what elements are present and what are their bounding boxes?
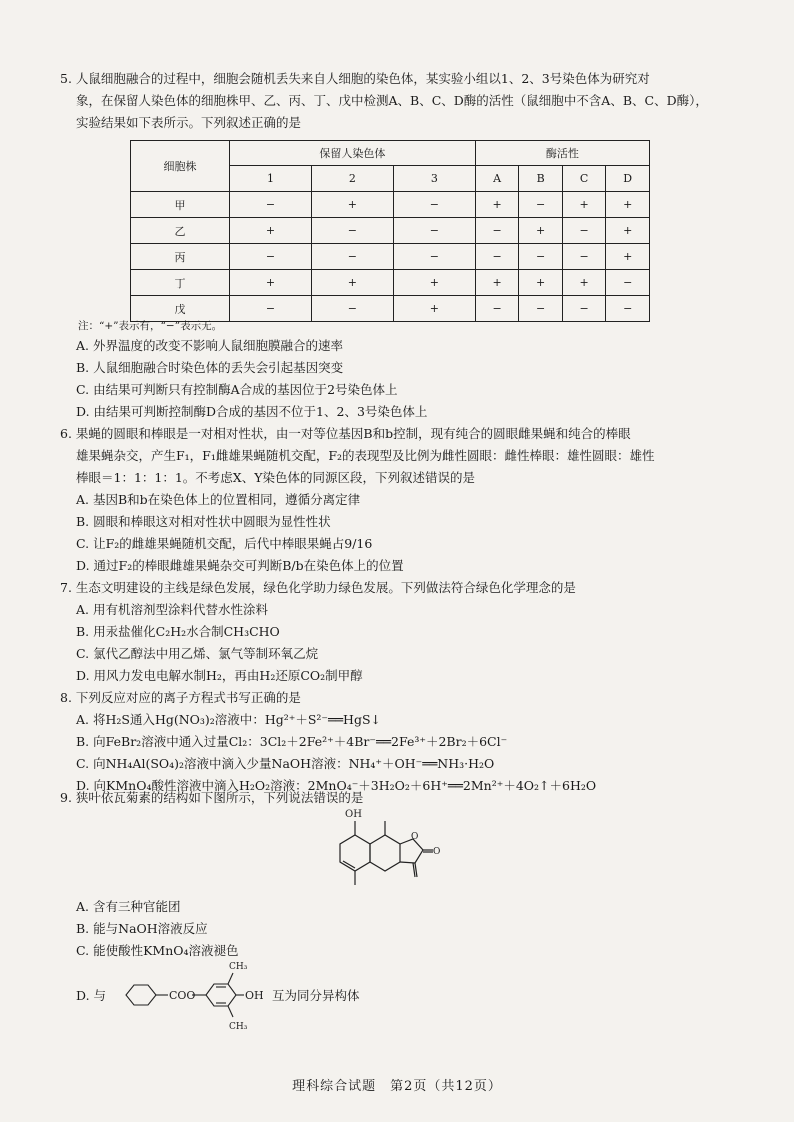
table-cell: + <box>393 270 475 296</box>
q9-molecule-structure <box>325 805 455 895</box>
table-cell: − <box>475 244 519 270</box>
table-cell: + <box>475 192 519 218</box>
q5-option-d: D. 由结果可判断控制酶D合成的基因不位于1、2、3号染色体上 <box>76 404 428 419</box>
table-cell: + <box>606 244 650 270</box>
table-row <box>131 270 650 296</box>
q5-option-c: C. 由结果可判断只有控制酶A合成的基因位于2号染色体上 <box>76 382 398 397</box>
table-cell: + <box>606 218 650 244</box>
table-cell: + <box>393 296 475 322</box>
q9-ring-o-label: O <box>411 832 419 842</box>
table-cell: − <box>393 244 475 270</box>
q8-option-d: D. 向KMnO₄酸性溶液中滴入H₂O₂溶液：2MnO₄⁻＋3H₂O₂＋6H⁺══2Mn²⁺＋4O₂↑＋6H₂O <box>76 778 597 793</box>
q5-options <box>60 335 740 423</box>
table-cell: + <box>519 218 563 244</box>
table-col-header: 3 <box>393 166 475 192</box>
table-col-header: C <box>562 166 606 192</box>
q9-option-d-prefix-text: D. 与 <box>76 988 107 1003</box>
table-cell: + <box>311 192 393 218</box>
table-cell: + <box>230 270 312 296</box>
question-7 <box>60 577 740 687</box>
q7-option-a: A. 用有机溶剂型涂料代替水性涂料 <box>76 602 268 617</box>
q7-option-b: B. 用汞盐催化C₂H₂水合制CH₃CHO <box>76 624 280 639</box>
table-row-label: 丁 <box>131 270 230 296</box>
table-cell: + <box>475 270 519 296</box>
table-cell: − <box>393 192 475 218</box>
table-cell: + <box>230 218 312 244</box>
table-col-header: 1 <box>230 166 312 192</box>
table-cell: + <box>562 192 606 218</box>
q7-option-c: C. 氯代乙醇法中用乙烯、氯气等制环氧乙烷 <box>76 646 319 661</box>
table-cell: + <box>311 270 393 296</box>
q6-stem-line1: 6. 果蝇的圆眼和棒眼是一对相对性状，由一对等位基因B和b控制，现有纯合的圆眼雌果蝇和纯合的棒眼 <box>60 426 631 441</box>
table-cell: − <box>519 296 563 322</box>
table-col-header: B <box>519 166 563 192</box>
q9-stem: 9. 狭叶依瓦菊素的结构如下图所示，下列说法错误的是 <box>60 790 364 805</box>
table-cell: − <box>519 192 563 218</box>
q6-option-c: C. 让F₂的雌雄果蝇随机交配，后代中棒眼果蝇占9/16 <box>76 536 373 551</box>
table-col-header: 2 <box>311 166 393 192</box>
table-cell: + <box>606 192 650 218</box>
q9-option-b: B. 能与NaOH溶液反应 <box>76 921 208 936</box>
table-row-header: 细胞株 <box>131 141 230 192</box>
q6-option-b: B. 圆眼和棒眼这对相对性状中圆眼为显性性状 <box>76 514 331 529</box>
table-cell: − <box>311 296 393 322</box>
q5-table-note: 注：“+”表示有，“−”表示无。 <box>78 320 223 332</box>
table-cell: − <box>230 192 312 218</box>
table-cell: − <box>311 218 393 244</box>
q5-stem-line3: 实验结果如下表所示。下列叙述正确的是 <box>76 115 302 130</box>
q5-stem-line2: 象，在保留人染色体的细胞株甲、乙、丙、丁、戊中检测A、B、C、D酶的活性（鼠细胞中不含A、B、C、D酶）， <box>76 93 708 108</box>
table-cell: − <box>475 218 519 244</box>
q5-option-a: A. 外界温度的改变不影响人鼠细胞膜融合的速率 <box>76 338 343 353</box>
q7-stem: 7. 生态文明建设的主线是绿色发展，绿色化学助力绿色发展。下列做法符合绿色化学理念的是 <box>60 580 576 595</box>
q9-option-d-suffix <box>272 985 472 1007</box>
q7-option-d: D. 用风力发电电解水制H₂，再由H₂还原CO₂制甲醇 <box>76 668 363 683</box>
q6-option-d: D. 通过F₂的棒眼雌雄果蝇杂交可判断B/b在染色体上的位置 <box>76 558 404 573</box>
table-row <box>131 244 650 270</box>
q8-option-b: B. 向FeBr₂溶液中通入过量Cl₂：3Cl₂＋2Fe²⁺＋4Br⁻══2Fe³⁺＋2Br₂＋6Cl⁻ <box>76 734 508 749</box>
table-cell: − <box>606 270 650 296</box>
q8-option-c: C. 向NH₄Al(SO₄)₂溶液中滴入少量NaOH溶液：NH₄⁺＋OH⁻══NH₃·H₂O <box>76 756 495 771</box>
table-cell: + <box>562 270 606 296</box>
question-5 <box>60 68 740 134</box>
table-col-header: A <box>475 166 519 192</box>
q6-stem-line2: 雄果蝇杂交，产生F₁，F₁雌雄果蝇随机交配，F₂的表现型及比例为雌性圆眼：雌性棒眼：雄性圆眼：雄性 <box>76 448 655 463</box>
q9-option-a: A. 含有三种官能团 <box>76 899 181 914</box>
table-row <box>131 192 650 218</box>
question-6 <box>60 423 740 577</box>
q9-carbonyl-o-label: O <box>433 847 441 857</box>
q5-results-table <box>130 140 650 322</box>
page-footer: 理科综合试题 第2页（共12页） <box>292 1079 502 1094</box>
q9-option-c: C. 能使酸性KMnO₄溶液褪色 <box>76 943 239 958</box>
table-group-chromosomes: 保留人染色体 <box>230 141 476 166</box>
q8-option-a: A. 将H₂S通入Hg(NO₃)₂溶液中：Hg²⁺＋S²⁻══HgS↓ <box>76 712 381 727</box>
q8-stem: 8. 下列反应对应的离子方程式书写正确的是 <box>60 690 301 705</box>
q9-option-d-suffix-text: 互为同分异构体 <box>272 988 360 1003</box>
q9-d-oh-label: OH <box>245 989 264 1002</box>
q9-d-ch3-top-label: CH₃ <box>229 962 248 972</box>
question-8 <box>60 687 740 797</box>
table-row <box>131 218 650 244</box>
table-row-label: 乙 <box>131 218 230 244</box>
q5-stem-line1: 5. 人鼠细胞融合的过程中，细胞会随机丢失来自人细胞的染色体，某实验小组以1、2、3号染色体为研究对 <box>60 71 650 86</box>
table-cell: + <box>519 270 563 296</box>
table-cell: − <box>519 244 563 270</box>
table-col-header: D <box>606 166 650 192</box>
q9-d-coo-label: COO <box>169 989 196 1002</box>
q6-stem-line3: 棒眼＝1：1：1：1。不考虑X、Y染色体的同源区段，下列叙述错误的是 <box>76 470 475 485</box>
table-row-label: 丙 <box>131 244 230 270</box>
q9-oh-label: OH <box>345 809 362 820</box>
table-cell: − <box>393 218 475 244</box>
table-cell: − <box>562 296 606 322</box>
table-cell: − <box>562 218 606 244</box>
q9-option-d-prefix <box>60 985 120 1007</box>
table-cell: − <box>311 244 393 270</box>
q9-option-d-structure <box>112 955 272 1035</box>
table-group-enzymes: 酶活性 <box>475 141 649 166</box>
table-cell: − <box>230 296 312 322</box>
table-row-label: 戊 <box>131 296 230 322</box>
table-cell: − <box>475 296 519 322</box>
q6-option-a: A. 基因B和b在染色体上的位置相同，遵循分离定律 <box>76 492 361 507</box>
q9-d-ch3-bottom-label: CH₃ <box>229 1022 248 1032</box>
q5-option-b: B. 人鼠细胞融合时染色体的丢失会引起基因突变 <box>76 360 344 375</box>
table-row-label: 甲 <box>131 192 230 218</box>
table-cell: − <box>606 296 650 322</box>
table-cell: − <box>230 244 312 270</box>
table-cell: − <box>562 244 606 270</box>
q9-options <box>60 896 740 962</box>
